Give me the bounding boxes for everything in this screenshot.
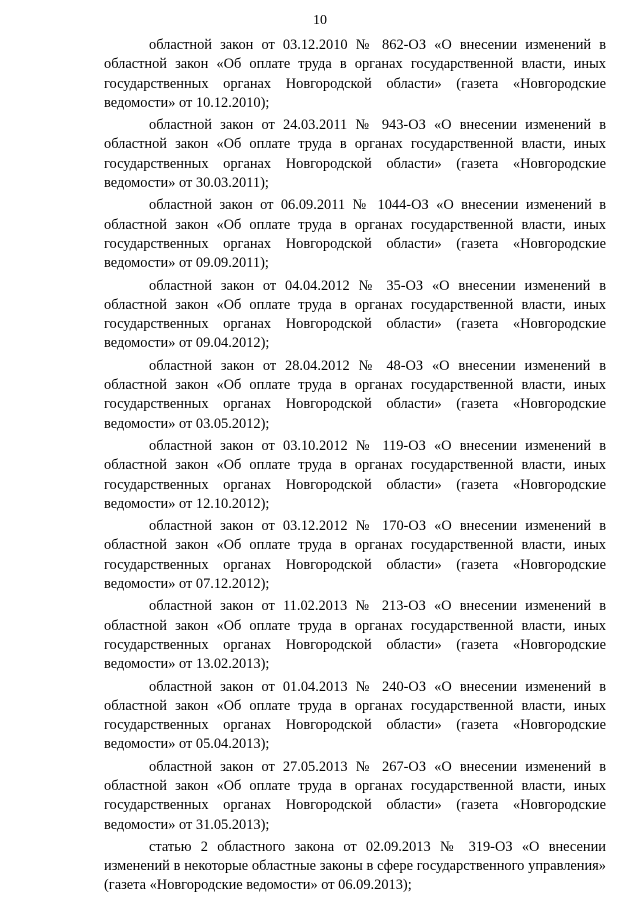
law-paragraph-11: статью 2 областного закона от 02.09.2013 № 319-ОЗ «О внесении изменений в некоторые областные законы в сфере государственного управления» (газета «Новгородские ведомости» от 06.09.2013); (104, 838, 606, 894)
law-paragraph-8: областной закон от 11.02.2013 № 213-ОЗ «О внесении изменений в областной закон «Об оплате труда в органах государственной власти, иных государственных органах Новгородской области» (газета «Новгородские ведомости» от 13.02.2013); (104, 598, 606, 673)
law-paragraph-1: областной закон от 03.12.2010 № 862-ОЗ «О внесении изменений в областной закон «Об оплате труда в органах государственной власти, иных государственных органах Новгородской области» (газета «Новгородские ведомости» от 10.12.2010); (104, 37, 606, 111)
law-paragraph-3: областной закон от 06.09.2011 № 1044-ОЗ «О внесении изменений в областной закон «Об оплате труда в органах государственной власти, иных государственных органах Новгородской области» (газета «Новгородские ведомости» от 09.09.2011); (104, 197, 606, 272)
document-body (104, 36, 606, 899)
law-paragraph-4: областной закон от 04.04.2012 № 35-ОЗ «О внесении изменений в областной закон «Об оплате труда в органах государственной власти, иных государственных органах Новгородской области» (газета «Новгородские ведомости» от 09.04.2012); (104, 277, 606, 352)
law-paragraph-7: областной закон от 03.12.2012 № 170-ОЗ «О внесении изменений в областной закон «Об оплате труда в органах государственной власти, иных государственных органах Новгородской области» (газета «Новгородские ведомости» от 07.12.2012); (104, 518, 606, 593)
law-paragraph-9: областной закон от 01.04.2013 № 240-ОЗ «О внесении изменений в областной закон «Об оплате труда в органах государственной власти, иных государственных органах Новгородской области» (газета «Новгородские ведомости» от 05.04.2013); (104, 678, 606, 753)
law-paragraph-10: областной закон от 27.05.2013 № 267-ОЗ «О внесении изменений в областной закон «Об оплате труда в органах государственной власти, иных государственных органах Новгородской области» (газета «Новгородские ведомости» от 31.05.2013); (104, 758, 606, 833)
law-paragraph-6: областной закон от 03.10.2012 № 119-ОЗ «О внесении изменений в областной закон «Об оплате труда в органах государственной власти, иных государственных органах Новгородской области» (газета «Новгородские ведомости» от 12.10.2012); (104, 437, 606, 512)
law-paragraph-5: областной закон от 28.04.2012 № 48-ОЗ «О внесении изменений в областной закон «Об оплате труда в органах государственной власти, иных государственных органах Новгородской области» (газета «Новгородские ведомости» от 03.05.2012); (104, 357, 606, 432)
page-number: 10 (313, 13, 327, 28)
law-paragraph-2: областной закон от 24.03.2011 № 943-ОЗ «О внесении изменений в областной закон «Об оплате труда в органах государственной власти, иных государственных органах Новгородской области» (газета «Новгородские ведомости» от 30.03.2011); (104, 117, 606, 192)
